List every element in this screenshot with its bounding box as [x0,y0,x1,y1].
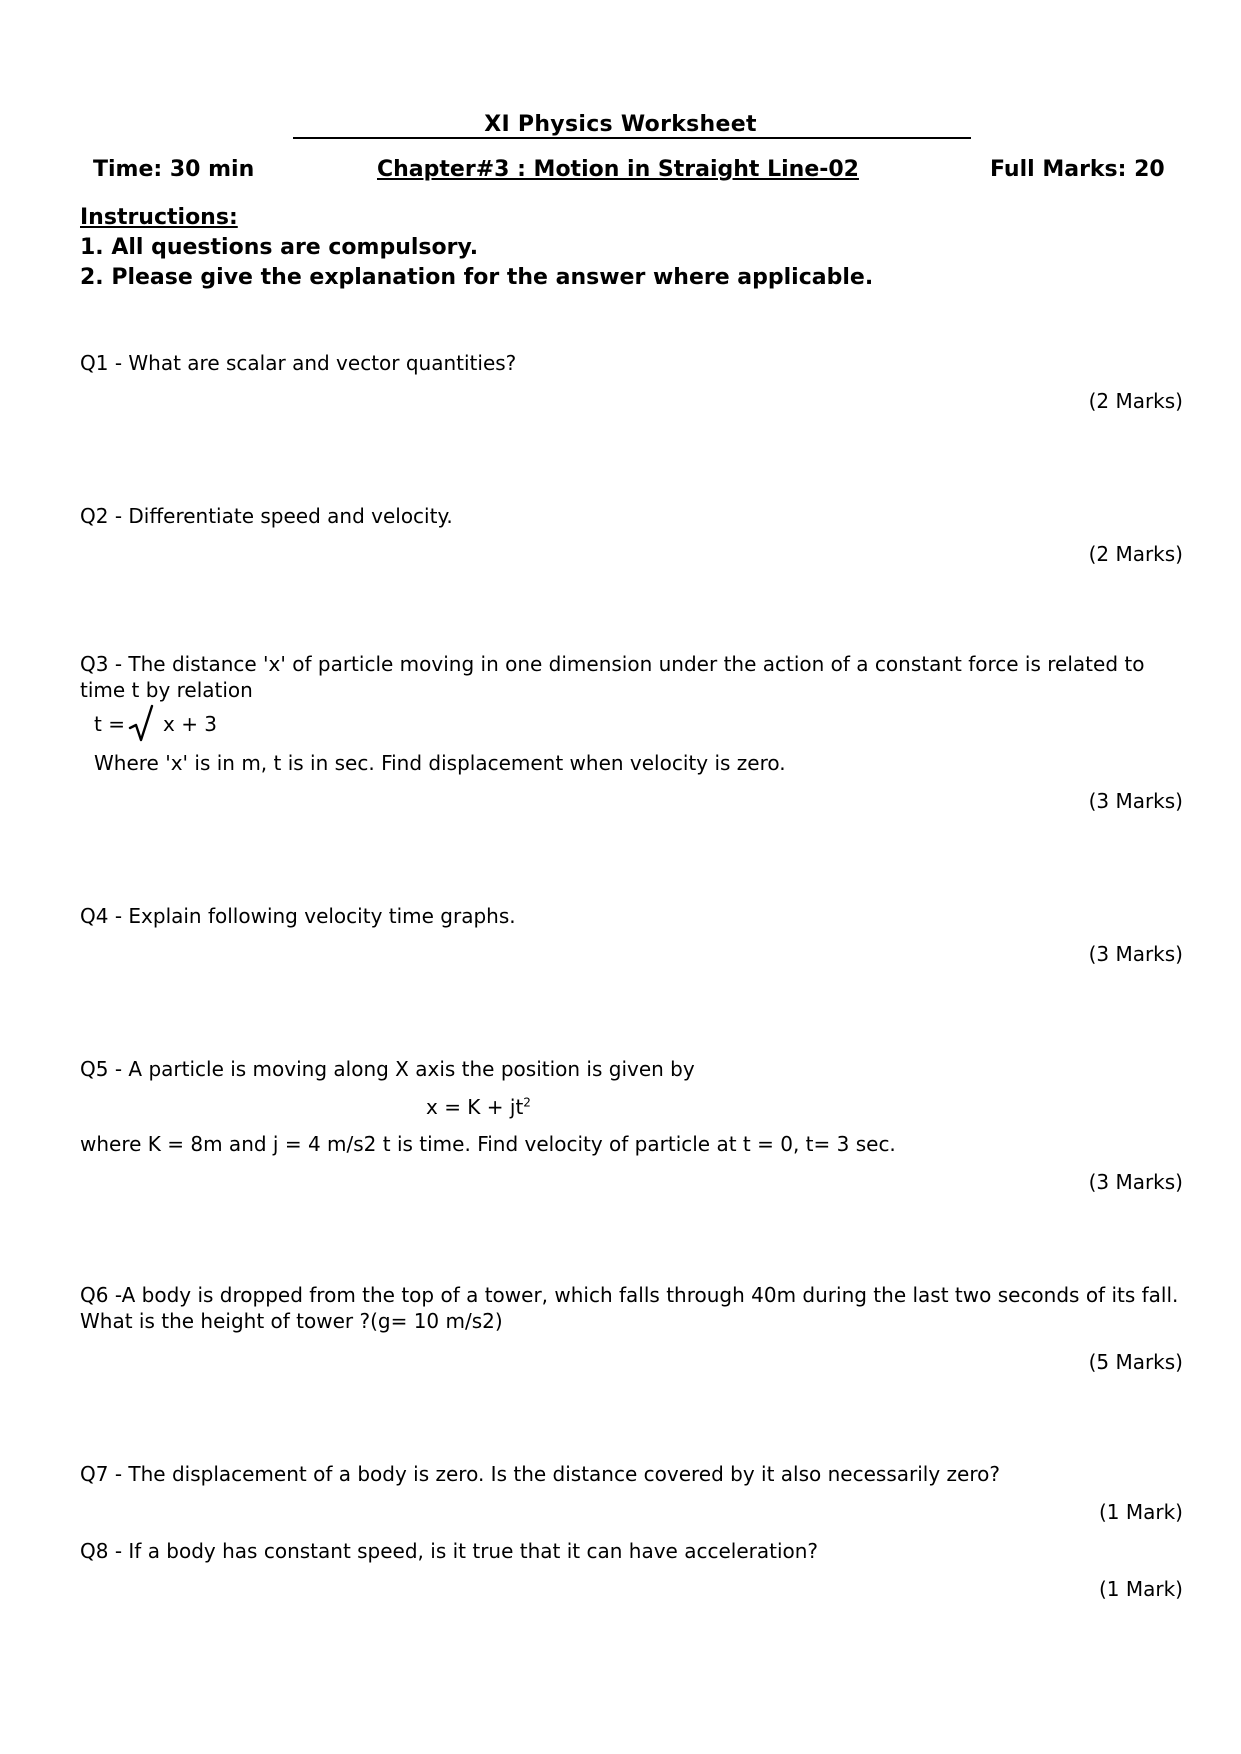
question-5-note: where K = 8m and j = 4 m/s2 t is time. Find velocity of particle at t = 0, t= 3 sec. [80,1132,896,1156]
chapter-title: Chapter#3 : Motion in Straight Line-02 [377,157,859,182]
question-1-marks: (2 Marks) [1088,389,1183,413]
worksheet-title: XI Physics Worksheet [484,112,757,137]
question-5-formula [426,1095,531,1119]
question-6-marks: (5 Marks) [1088,1350,1183,1374]
question-3-note: Where 'x' is in m, t is in sec. Find displacement when velocity is zero. [94,751,786,775]
question-4-text: Q4 - Explain following velocity time graphs. [80,904,516,928]
question-7-text: Q7 - The displacement of a body is zero. Is the distance covered by it also necessarily zero? [80,1462,1000,1486]
time-label: Time: 30 min [93,157,255,182]
question-4-marks: (3 Marks) [1088,942,1183,966]
question-3-formula-rhs: x + 3 [163,712,218,736]
question-6-text: Q6 -A body is dropped from the top of a tower, which falls through 40m during the last two seconds of its fall. What is the height of tower ?(g= 10 m/s2) [80,1283,1179,1333]
question-5-marks: (3 Marks) [1088,1170,1183,1194]
question-7-marks: (1 Mark) [1098,1500,1183,1524]
question-3-marks: (3 Marks) [1088,789,1183,813]
instruction-item: 2. Please give the explanation for the answer where applicable. [80,265,874,290]
question-5-text: Q5 - A particle is moving along X axis the position is given by [80,1057,695,1081]
question-8-text: Q8 - If a body has constant speed, is it true that it can have acceleration? [80,1539,819,1563]
question-8-marks: (1 Mark) [1098,1577,1183,1601]
question-3-text: Q3 - The distance 'x' of particle moving in one dimension under the action of a constant force is related to time t by relation [80,652,1145,702]
instructions-heading: Instructions: [80,205,238,230]
question-5-formula-exponent: 2 [523,1095,531,1110]
question-1-text: Q1 - What are scalar and vector quantities? [80,351,517,375]
full-marks-label: Full Marks: 20 [990,157,1165,182]
square-root-icon [128,704,156,744]
question-3-formula-lhs: t = [94,712,125,736]
title-underline [293,137,971,139]
question-2-text: Q2 - Differentiate speed and velocity. [80,504,453,528]
question-5-formula-base: x = K + jt [426,1095,524,1119]
instruction-item: 1. All questions are compulsory. [80,235,479,260]
question-2-marks: (2 Marks) [1088,542,1183,566]
